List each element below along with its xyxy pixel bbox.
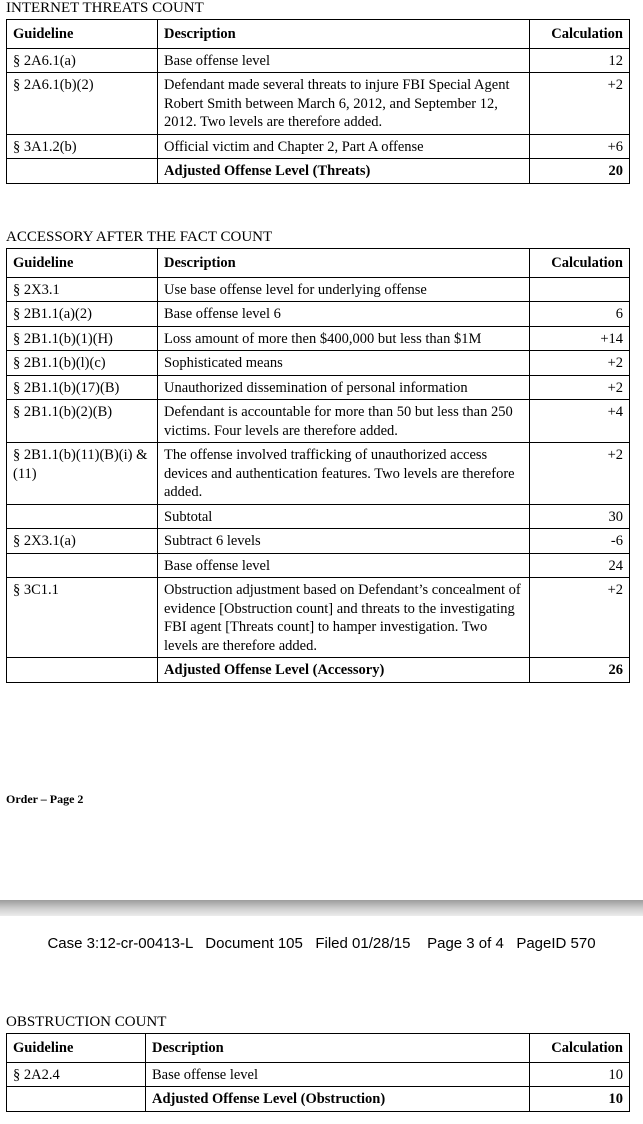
description-cell: Subtotal (158, 504, 530, 529)
table-row (7, 400, 630, 443)
guideline-cell: § 2B1.1(b)(1)(H) (7, 326, 158, 351)
guideline-cell: § 2B1.1(b)(17)(B) (7, 375, 158, 400)
calculation-cell: 12 (530, 48, 630, 73)
total-value: 20 (530, 159, 630, 184)
description-cell: Base offense level 6 (158, 302, 530, 327)
calculation-cell: 10 (530, 1062, 630, 1087)
total-label: Adjusted Offense Level (Threats) (158, 159, 530, 184)
calculation-cell: -6 (530, 529, 630, 554)
description-cell: Unauthorized dissemination of personal information (158, 375, 530, 400)
section-title-threats: INTERNET THREATS COUNT (6, 0, 204, 16)
calculation-cell (530, 277, 630, 302)
total-label: Adjusted Offense Level (Obstruction) (146, 1087, 530, 1112)
description-cell: Base offense level (158, 48, 530, 73)
guideline-cell: § 2B1.1(b)(2)(B) (7, 400, 158, 443)
description-cell: Base offense level (146, 1062, 530, 1087)
table-header-row (7, 20, 630, 49)
guideline-cell: § 2A6.1(b)(2) (7, 73, 158, 135)
table-row (7, 375, 630, 400)
calculation-cell: +14 (530, 326, 630, 351)
calculation-cell: +6 (530, 134, 630, 159)
calculation-cell: 30 (530, 504, 630, 529)
guideline-cell: § 2B1.1(a)(2) (7, 302, 158, 327)
table-row (7, 504, 630, 529)
description-cell: Defendant made several threats to injure FBI Special Agent Robert Smith between March 6, 2012, and September 12, 2012. Two levels are therefore added. (158, 73, 530, 135)
description-cell: Official victim and Chapter 2, Part A offense (158, 134, 530, 159)
table-row (7, 1062, 630, 1087)
calculation-cell: +2 (530, 73, 630, 135)
calculation-cell: 6 (530, 302, 630, 327)
accessory-table (6, 248, 630, 683)
calculation-header: Calculation (530, 249, 630, 278)
case-header: Case 3:12-cr-00413-L Document 105 Filed 01/28/15 Page 3 of 4 PageID 570 (47, 935, 596, 952)
calculation-cell: +4 (530, 400, 630, 443)
guideline-cell: § 3A1.2(b) (7, 134, 158, 159)
guideline-header: Guideline (7, 20, 158, 49)
calculation-cell: 24 (530, 553, 630, 578)
description-cell: Subtract 6 levels (158, 529, 530, 554)
threats-table (6, 19, 630, 184)
table-header-row (7, 1034, 630, 1063)
table-row (7, 578, 630, 658)
guideline-header: Guideline (7, 249, 158, 278)
guideline-cell: § 3C1.1 (7, 578, 158, 658)
description-header: Description (146, 1034, 530, 1063)
table-row (7, 529, 630, 554)
table-row (7, 134, 630, 159)
total-row (7, 1087, 630, 1112)
description-cell: Base offense level (158, 553, 530, 578)
description-cell: The offense involved trafficking of unauthorized access devices and authentication features. Two levels are therefore added. (158, 443, 530, 505)
guideline-cell (7, 553, 158, 578)
total-value: 10 (530, 1087, 630, 1112)
total-label: Adjusted Offense Level (Accessory) (158, 658, 530, 683)
guideline-cell (7, 504, 158, 529)
total-value: 26 (530, 658, 630, 683)
guideline-cell: § 2B1.1(b)(l)(c) (7, 351, 158, 376)
calculation-cell: +2 (530, 443, 630, 505)
table-row (7, 443, 630, 505)
calculation-cell: +2 (530, 375, 630, 400)
description-cell: Sophisticated means (158, 351, 530, 376)
section-title-accessory: ACCESSORY AFTER THE FACT COUNT (6, 229, 273, 245)
table-row (7, 351, 630, 376)
guideline-cell: § 2B1.1(b)(11)(B)(i) & (11) (7, 443, 158, 505)
description-cell: Obstruction adjustment based on Defendant’s concealment of evidence [Obstruction count] and threats to the investigating FBI agent [Threats count] to hamper investigation. Two levels are therefore added. (158, 578, 530, 658)
description-cell: Use base offense level for underlying offense (158, 277, 530, 302)
table-row (7, 302, 630, 327)
description-cell: Defendant is accountable for more than 50 but less than 250 victims. Four levels are therefore added. (158, 400, 530, 443)
obstruction-table (6, 1033, 630, 1112)
guideline-cell: § 2X3.1 (7, 277, 158, 302)
table-header-row (7, 249, 630, 278)
page-footer-label: Order – Page 2 (6, 792, 84, 806)
description-header: Description (158, 20, 530, 49)
guideline-cell (7, 658, 158, 683)
guideline-header: Guideline (7, 1034, 146, 1063)
description-header: Description (158, 249, 530, 278)
section-title-obstruction: OBSTRUCTION COUNT (6, 1014, 167, 1030)
guideline-cell: § 2A2.4 (7, 1062, 146, 1087)
guideline-cell (7, 1087, 146, 1112)
calculation-cell: +2 (530, 351, 630, 376)
guideline-cell (7, 159, 158, 184)
guideline-cell: § 2A6.1(a) (7, 48, 158, 73)
table-row (7, 277, 630, 302)
table-row (7, 553, 630, 578)
calculation-header: Calculation (530, 1034, 630, 1063)
table-row (7, 326, 630, 351)
table-row (7, 73, 630, 135)
guideline-cell: § 2X3.1(a) (7, 529, 158, 554)
calculation-header: Calculation (530, 20, 630, 49)
table-row (7, 48, 630, 73)
page-divider (0, 900, 643, 916)
description-cell: Loss amount of more then $400,000 but less than $1M (158, 326, 530, 351)
total-row (7, 658, 630, 683)
total-row (7, 159, 630, 184)
calculation-cell: +2 (530, 578, 630, 658)
